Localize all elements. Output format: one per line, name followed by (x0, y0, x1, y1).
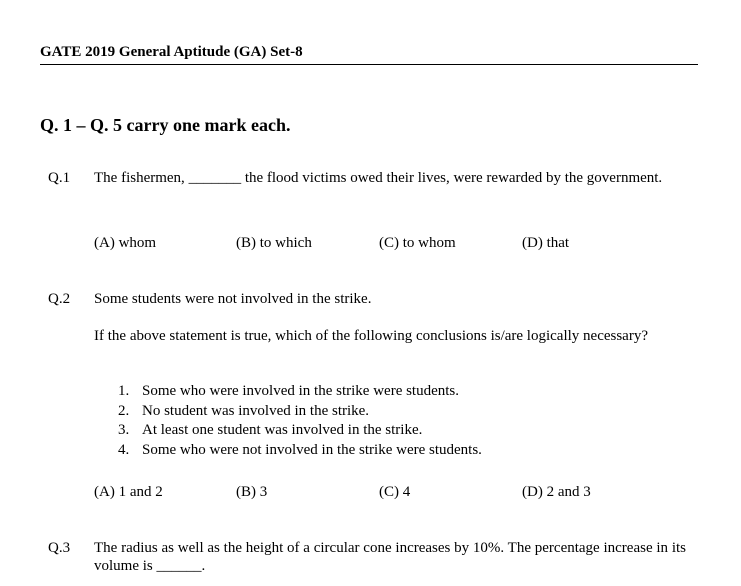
header-title: GATE 2019 General Aptitude (GA) Set-8 (40, 44, 303, 60)
question-number: Q.3 (48, 540, 71, 556)
question-text-start: The fishermen, (94, 170, 185, 186)
question-number: Q.2 (48, 291, 71, 307)
question-text-end: the flood victims owed their lives, were rewarded by the government. (244, 170, 663, 186)
question-text-end: . (201, 558, 206, 574)
question-text (94, 169, 686, 187)
option-c: (C) 4 (379, 484, 411, 500)
option-d: (D) that (522, 235, 570, 251)
option-b: (B) to which (236, 235, 312, 251)
section-title: Q. 1 – Q. 5 carry one mark each. (40, 115, 291, 135)
answer-blank: _______ (188, 170, 242, 186)
conclusion-list (94, 382, 482, 460)
answer-blank: ______ (156, 558, 202, 574)
list-item: 2. No student was involved in the strike. (118, 402, 370, 419)
question-text (94, 539, 686, 575)
option-c: (C) to whom (379, 235, 456, 251)
option-a: (A) whom (94, 235, 157, 251)
page-header (40, 44, 698, 65)
list-item: 1. Some who were involved in the strike were students. (118, 383, 460, 399)
question-number: Q.1 (48, 170, 71, 186)
question-prompt: If the above statement is true, which of the following conclusions is/are logically necessary? (94, 328, 648, 344)
list-item: 3. At least one student was involved in the strike. (118, 422, 423, 438)
list-item: 4. Some who were not involved in the strike were students. (118, 441, 482, 458)
option-b: (B) 3 (236, 484, 268, 500)
option-d: (D) 2 and 3 (522, 484, 591, 500)
option-a: (A) 1 and 2 (94, 484, 163, 500)
question-text-start: The radius as well as the height of a circular cone increases by 10%. The percentage increase in its volume is (94, 540, 686, 574)
question-text: Some students were not involved in the strike. (94, 291, 372, 307)
